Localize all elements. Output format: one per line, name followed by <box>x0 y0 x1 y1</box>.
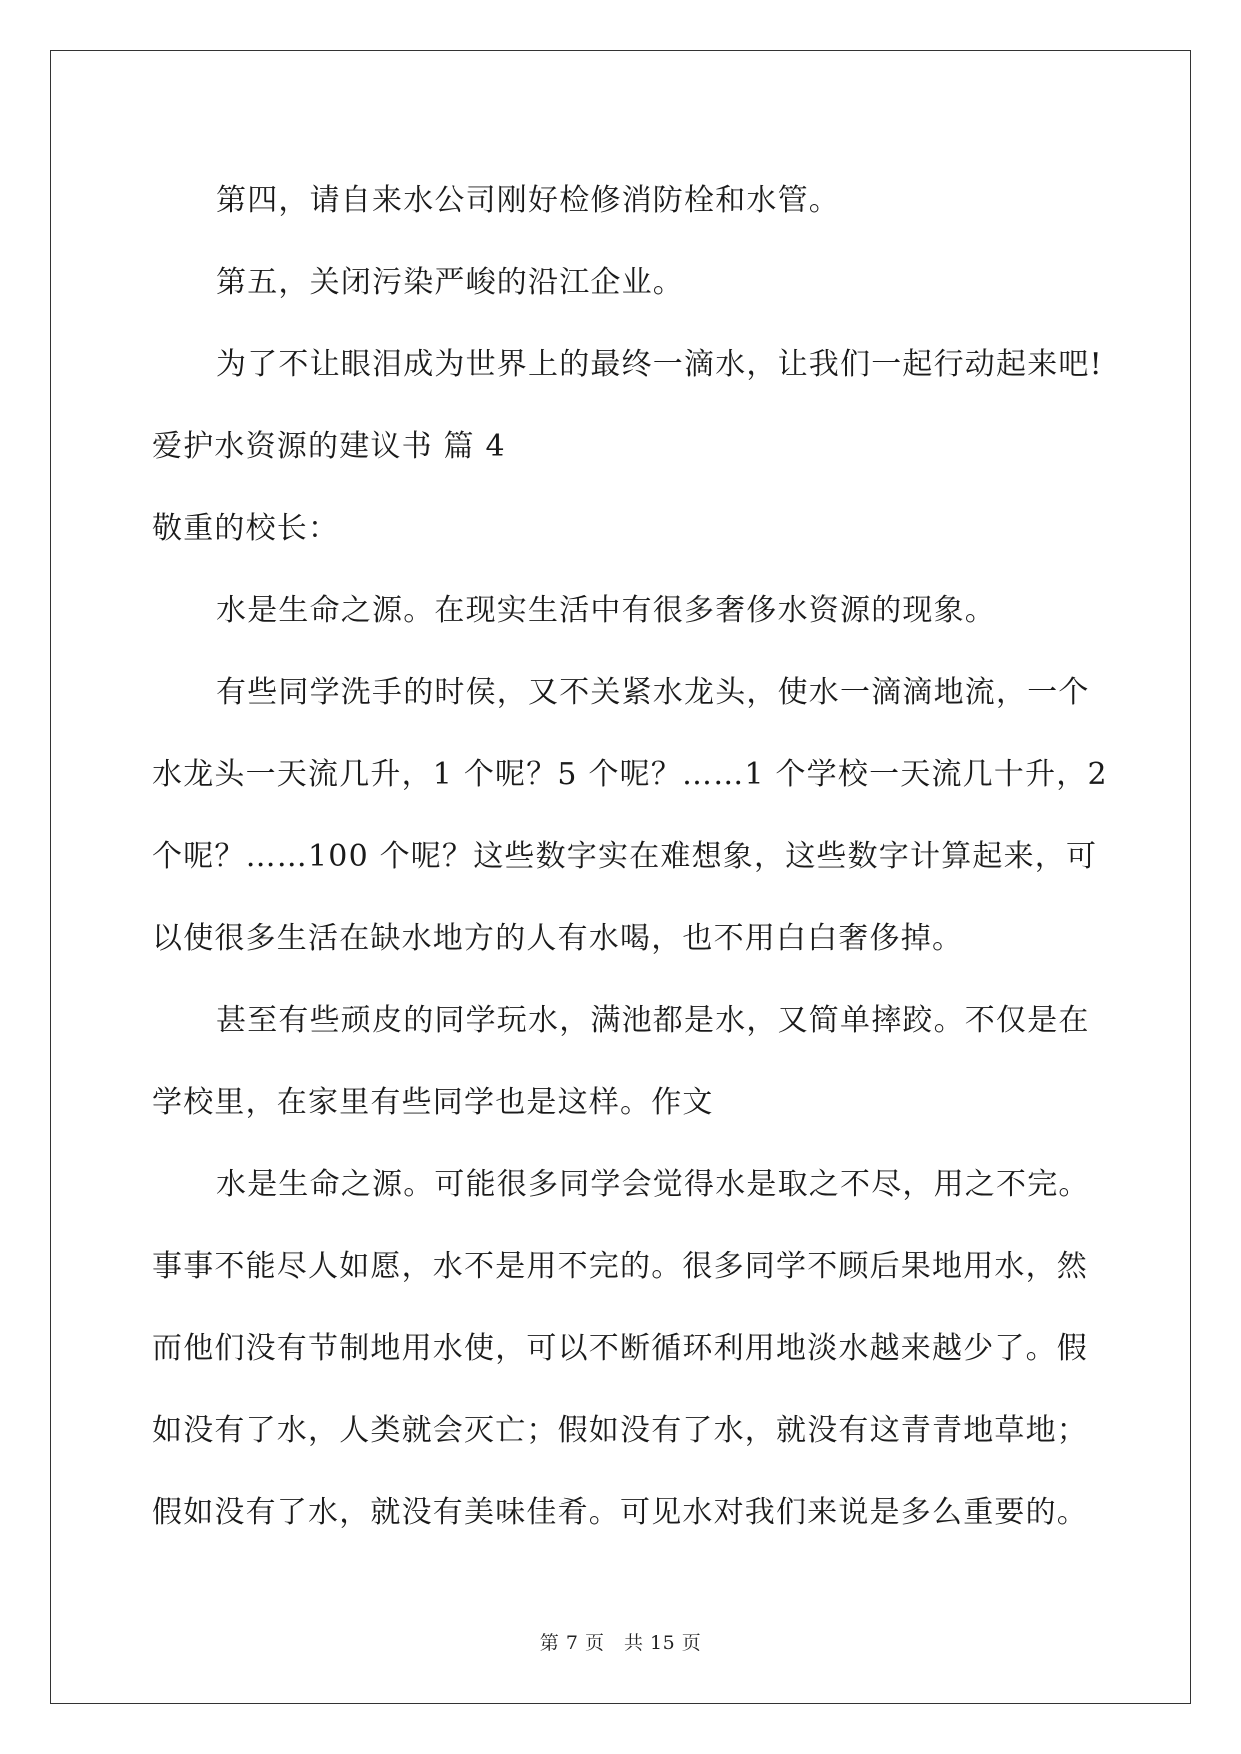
section-heading: 爱护水资源的建议书 篇 4 <box>152 429 506 464</box>
paragraph-line: 甚至有些顽皮的同学玩水，满池都是水，又简单摔跤。不仅是在 <box>216 1003 1090 1038</box>
paragraph-line: 水龙头一天流几升，1 个呢？5 个呢？……1 个学校一天流几十升，2 <box>152 757 1108 792</box>
paragraph-line: 假如没有了水，就没有美味佳肴。可见水对我们来说是多么重要的。 <box>152 1495 1088 1530</box>
paragraph-line: 而他们没有节制地用水使，可以不断循环利用地淡水越来越少了。假 <box>152 1331 1088 1366</box>
page-number-footer: 第 7 页 共 15 页 <box>539 1632 702 1654</box>
paragraph-line: 水是生命之源。可能很多同学会觉得水是取之不尽，用之不完。 <box>216 1167 1090 1202</box>
paragraph-line: 第四，请自来水公司刚好检修消防栓和水管。 <box>216 183 840 218</box>
paragraph-line: 为了不让眼泪成为世界上的最终一滴水，让我们一起行动起来吧! <box>216 347 1103 382</box>
paragraph-line: 学校里，在家里有些同学也是这样。作文 <box>152 1085 714 1120</box>
paragraph-line: 事事不能尽人如愿，水不是用不完的。很多同学不顾后果地用水，然 <box>152 1249 1088 1284</box>
paragraph-line: 个呢？……100 个呢？这些数字实在难想象，这些数字计算起来，可 <box>152 839 1098 874</box>
salutation: 敬重的校长： <box>152 511 340 546</box>
paragraph-line: 水是生命之源。在现实生活中有很多奢侈水资源的现象。 <box>216 593 996 628</box>
paragraph-line: 以使很多生活在缺水地方的人有水喝，也不用白白奢侈掉。 <box>152 921 964 956</box>
paragraph-line: 第五，关闭污染严峻的沿江企业。 <box>216 265 684 300</box>
document-body <box>152 160 1108 1554</box>
paragraph-line: 如没有了水，人类就会灭亡；假如没有了水，就没有这青青地草地； <box>152 1413 1088 1448</box>
paragraph-line: 有些同学洗手的时侯，又不关紧水龙头，使水一滴滴地流，一个 <box>216 675 1090 710</box>
